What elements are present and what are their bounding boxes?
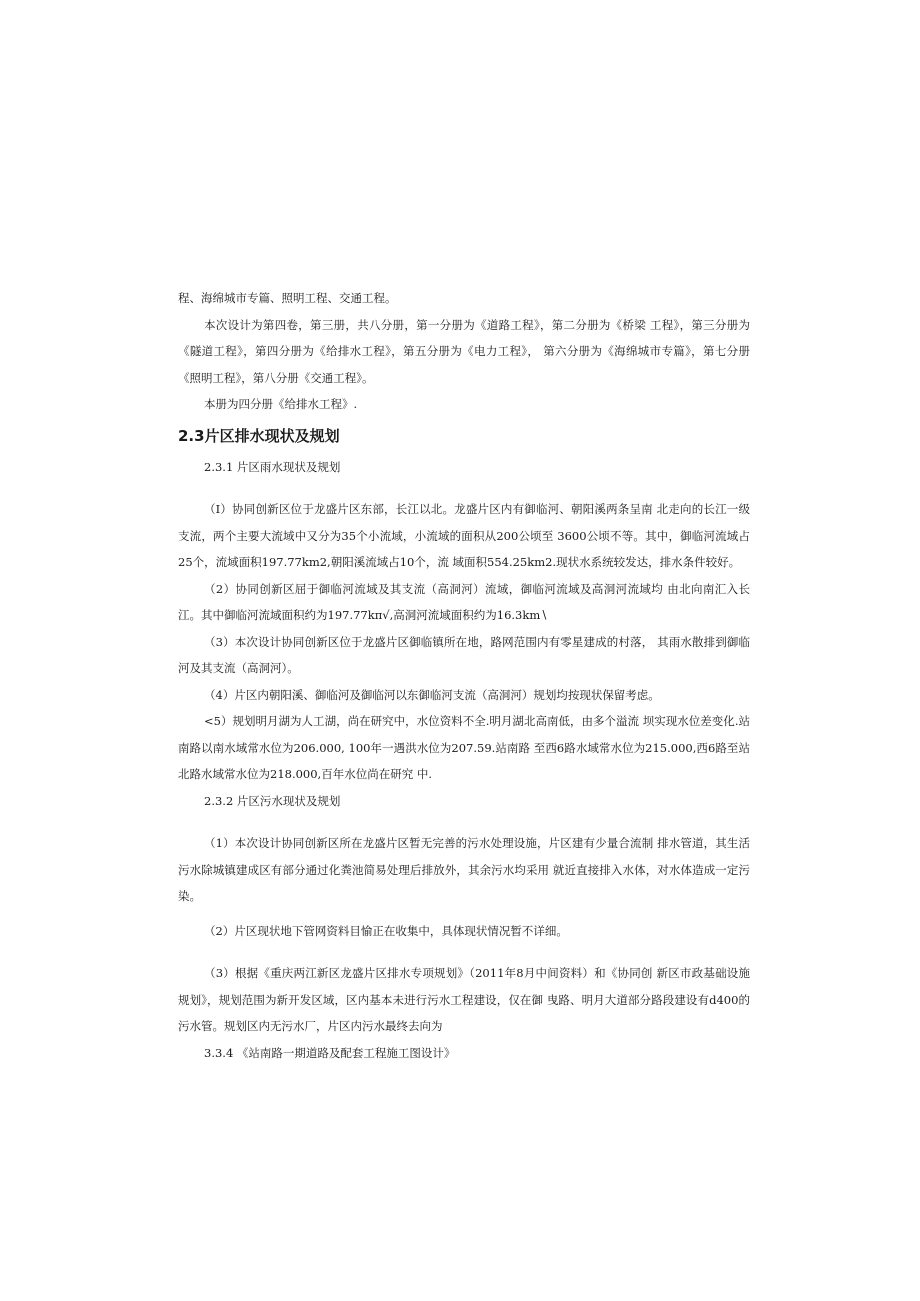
spacer [178,944,750,960]
rain-item-2: （2）协同创新区屈于御临河流域及其支流（高洞河）流域，御临河流域及高洞河流域均 由北向南汇入长江。其中御临河流域面积约为197.77kπ√,高洞河流域面积约为16.3km∖ [178,581,750,622]
paragraph-volumes: 本次设计为第四卷，第三册，共八分册，第一分册为《道路工程》，第二分册为《桥梁 工程》，第三分册为《隧道工程》，第四分册为《给排水工程》，第五分册为《电力工程》， 第六分册为《海绵城市专篇》，第七分册《照明工程》，第八分册《交通工程》。 [178,317,750,385]
spacer [178,910,750,918]
rain-item-3: （3）本次设计协同创新区位于龙盛片区御临镇所在地，路网范围内有零星建成的村落， 其雨水散排到御临河及其支流（高洞河）。 [178,634,750,675]
paragraph-this-volume: 本册为四分册《给排水工程》. [204,397,358,411]
spacer [178,814,750,830]
rain-item-4: （4）片区内朝阳溪、御临河及御临河以东御临河支流（高洞河）规划均按现状保留考虑。 [204,687,660,702]
rain-item-5: <5）规划明月湖为人工湖，尚在研究中，水位资料不全.明月湖北高南低，由多个溢流 坝实现水位差变化.站南路以南水域常水位为206.000, 100年一遇洪水位为207.59.站南路 至西6路水域常水位为215.000,西6路至站北路水域常水位为218.000,百年水位尚在研究 中. [178,714,750,781]
sewage-item-1: （1）本次设计协同创新区所在龙盛片区暂无完善的污水处理设施，片区建有少量合流制 排水管道，其生活污水除城镇建成区有部分通过化粪池简易处理后排放外，其余污水均采用 就近直接排入水体，对水体造成一定污染。 [178,836,750,903]
subsection-heading-2-3-2: 2.3.2 片区污水现状及规划 [204,793,341,808]
rain-item-1: （I）协同创新区位于龙盛片区东部，长江以北。龙盛片区内有御临河、朝阳溪两条呈南 北走向的长江一级支流，两个主要大流域中又分为35个小流域，小流域的面积从200公顷至 3600公顷不等。其中，御临河流域占25个，流域面积197.77km2,朝阳溪流域占10个，流 域面积554.25km2.现状水系统较发达，排水条件较好。 [178,502,750,569]
sewage-item-2: （2）片区现状地下管网资料目愉正在收集中，具体现状情况暂不详细。 [204,923,568,938]
spacer [178,480,750,496]
paragraph-intro-tail: 程、海绵城市专篇、照明工程、交通工程。 [178,291,397,305]
sewage-item-3: （3）根据《重庆两江新区龙盛片区排水专项规划》（2011年8月中间资料）和《协同创 新区市政基础设施规划》，规划范围为新开发区域，区内基本未进行污水工程建设，仅在御 曳路、明月大道部分路段建设有d400的污水管。规划区内无污水厂，片区内污水最终去向为 [178,966,750,1033]
document-body [178,285,750,1066]
subsection-heading-2-3-1: 2.3.1 片区雨水现状及规划 [204,459,341,474]
section-heading-2-3: 2.3片区排水现状及规划 [178,426,340,445]
subsection-heading-3-3-4: 3.3.4 《站南路一期道路及配套工程施工图设计》 [204,1045,456,1060]
